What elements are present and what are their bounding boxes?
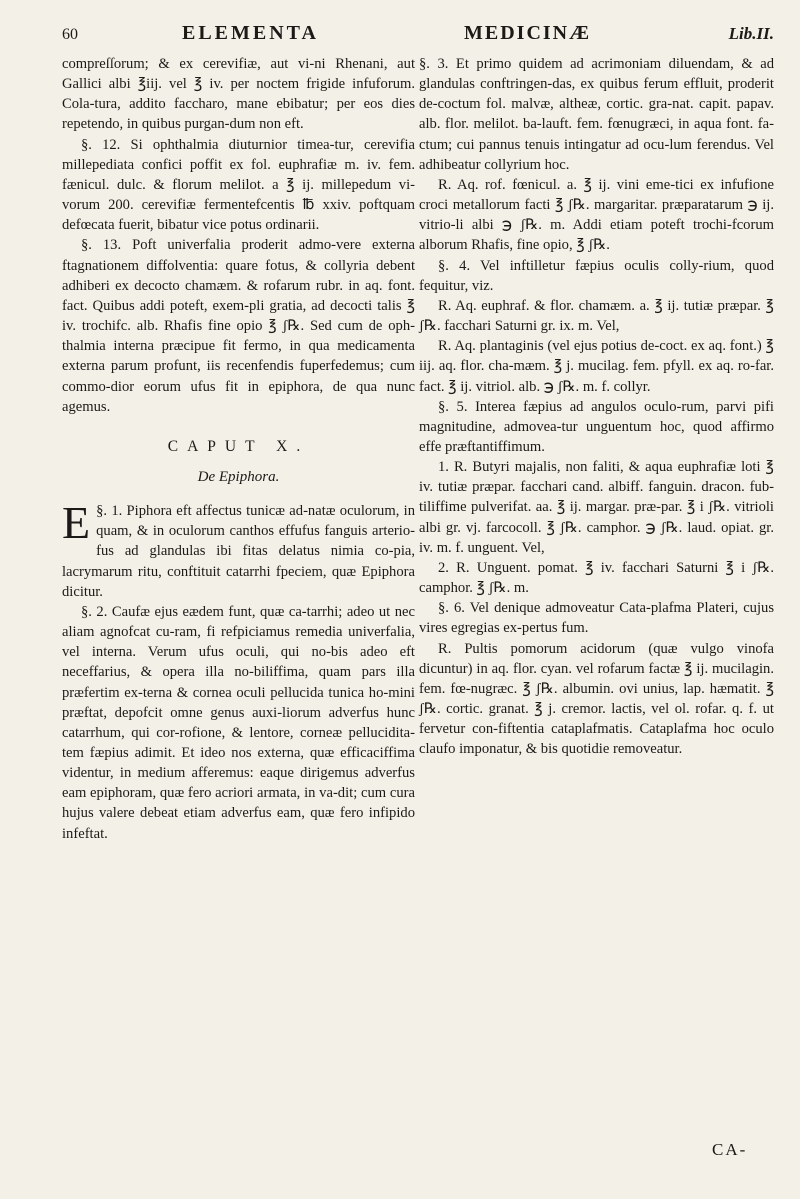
paragraph: §. 12. Si ophthalmia diuturnior timea-tur, cerevifia millepediata confici poffit ex fol. euphrafiæ m. iv. fem. fænicul. dulc. & florum melilot. a ℥ ij. millepedum vi-vorum 200. cerevifiæ fermentefcentis ℔ xxiv. poftquam defœcata fuerit, bibatur vice potus ordinarii. bbox=[62, 136, 415, 234]
catchword: CA- bbox=[712, 1140, 748, 1159]
paragraph: §. 1. Piphora eft affectus tunicæ ad-natæ oculorum, in quam, & in oculorum canthos effufus fanguis arterio-fus ad glandulas ibi fitas delatus nimia co-pia, lacrymarum ritu, conftituit catarrhi fpeciem, quæ Epiphora dicitur. bbox=[62, 503, 415, 600]
book-label: Lib.II. bbox=[728, 24, 774, 43]
recipe: R. Aq. plantaginis (vel ejus potius de-coct. ex aq. font.) ℥ iij. aq. flor. cha-mæm. ℥ j. mucilag. fem. pfyll. ex aq. ro-far. fact. ℥ ij. vitriol. alb. ℈ ʃ℞. m. f. collyr. bbox=[419, 338, 774, 395]
paragraph: compreſſorum; & ex cerevifiæ, aut vi-ni Rhenani, aut Gallici albi ℥iij. vel ℥ iv. per noctem frigide infuforum. Cola-tura, addito faccharo, mane ebibatur; per eos dies repetendo, in quibus purgan-dum non eft. bbox=[62, 56, 415, 133]
recipe: R. Pultis pomorum acidorum (quæ vulgo vinofa dicuntur) in aq. flor. cyan. vel rofarum factæ ℥ ij. mucilagin. fem. fœ-nugræc. ℥ ʃ℞. albumin. ovi unius, lap. hæmatit. ℥ ʃ℞. cortic. granat. ℥ j. cremor. lactis, vel ol. rofar. q. f. ut fervetur con-fiftentia cataplafmatis. Cataplafma hoc oculo claufo imponatur, & bis quotidie removeatur. bbox=[419, 640, 774, 758]
recipe: R. Aq. euphraf. & flor. chamæm. a. ℥ ij. tutiæ præpar. ℥ ʃ℞. facchari Saturni gr. ix. m. Vel, bbox=[419, 297, 774, 335]
section-body bbox=[62, 497, 415, 602]
paragraph: §. 13. Poft univerfalia proderit admo-vere externa ftagnationem diffolventia: quare fotus, & collyria debent adhiberi ex decocto chamæm. & rofarum rubr. in aq. font. fact. Quibus addi poteft, exem-pli gratia, ad decocti talis ℥ iv. trochifc. alb. Rhafis fine opio ℥ ʃ℞. Sed cum de oph-thalmia interna præcipue fit fermo, in qua medicamenta externa parum profunt, iis recenfendis fuperfedemus; cum commo-dior eorum ufus fit in epiphora, de qua nunc agemus. bbox=[62, 237, 415, 415]
paragraph: §. 6. Vel denique admoveatur Cata-plafma Plateri, cujus vires egregias ex-pertus fum. bbox=[419, 600, 774, 637]
page-number: 60 bbox=[62, 26, 78, 43]
chapter-title: De Epiphora. bbox=[197, 468, 280, 485]
left-column bbox=[62, 54, 415, 844]
paragraph: §. 4. Vel inftilletur fæpius oculis colly-rium, quod fequitur, viz. bbox=[419, 257, 774, 294]
paragraph: §. 3. Et primo quidem ad acrimoniam diluendam, & ad glandulas conftringen-das, ex quibus ferum effluit, proderit de-coctum fol. malvæ, altheæ, cortic. gra-nat. capit. papav. alb. flor. melilot. ba-lauft. fem. fœnugræci, in aqua font. fa-ctum; cui pannus tenuis intingatur ad ocu-lum ferendus. Vel adhibeatur collyrium hoc. bbox=[419, 56, 774, 173]
paragraph: §. 2. Caufæ ejus eædem funt, quæ ca-tarrhi; adeo ut nec aliam agnofcat cu-ram, fi refpiciamus remedia univerfalia, vel interna. Verum ufus oculi, qui no-bis adeo eft neceffarius, & opera illa no-biliffima, quam pars illa præfertim ex-terna & cornea oculi pellucida tunica ho-mini præftat, depofcit omne genus auxi-liorum adverfus hunc catarrhum, qui cor-rofione, & lentore, corneæ pelluciditа-tem fæpius adimit. Et ideo nos externa, quæ efficaciffima videntur, in medium afferemus: eaque dirigemus adverfus eam epiphoram, quæ fero acriori armata, in va-dit; cum cura hujus valere debeat etiam adverfus eam, quæ fero infipido infeftat. bbox=[62, 603, 415, 842]
running-title-left: ELEMENTA bbox=[182, 22, 319, 44]
chapter-heading: CAPUT X. bbox=[167, 437, 310, 455]
recipe: 2. R. Unguent. pomat. ℥ iv. facchari Saturni ℥ i ʃ℞. camphor. ℥ ʃ℞. m. bbox=[419, 559, 774, 597]
recipe: R. Aq. rof. fœnicul. a. ℥ ij. vini eme-tici ex infufione croci metallorum facti ℥ ʃ℞. margaritar. præparatarum ℈ ij. vitrio-li albi ℈ ʃ℞. m. Addi etiam poteft trochi-fcorum alborum Rhafis, fine opio, ℥ ʃ℞. bbox=[419, 176, 774, 254]
recipe: 1. R. Butyri majalis, non faliti, & aqua euphrafiæ loti ℥ iv. tutiæ præpar. facchari cand. albiff. fanguin. dracon. fub-tiliffime pulverifat. aa. ℥ ij. margar. præ-par. ℥ i ʃ℞. vitrioli albi gr. vj. farcocoll. ℥ ʃ℞. camphor. ℈ ʃ℞. laud. opiat. gr. iv. m. f. unguent. Vel, bbox=[419, 459, 774, 556]
drop-cap: E bbox=[62, 497, 91, 549]
paragraph: §. 5. Interea fæpius ad angulos oculo-rum, parvi pifi magnitudine, admovea-tur unguentum hoc, quod affirmo effe præftantiffimum. bbox=[419, 398, 774, 455]
right-column bbox=[419, 54, 774, 759]
running-header bbox=[62, 22, 774, 52]
running-title-right: MEDICINÆ bbox=[464, 22, 592, 44]
